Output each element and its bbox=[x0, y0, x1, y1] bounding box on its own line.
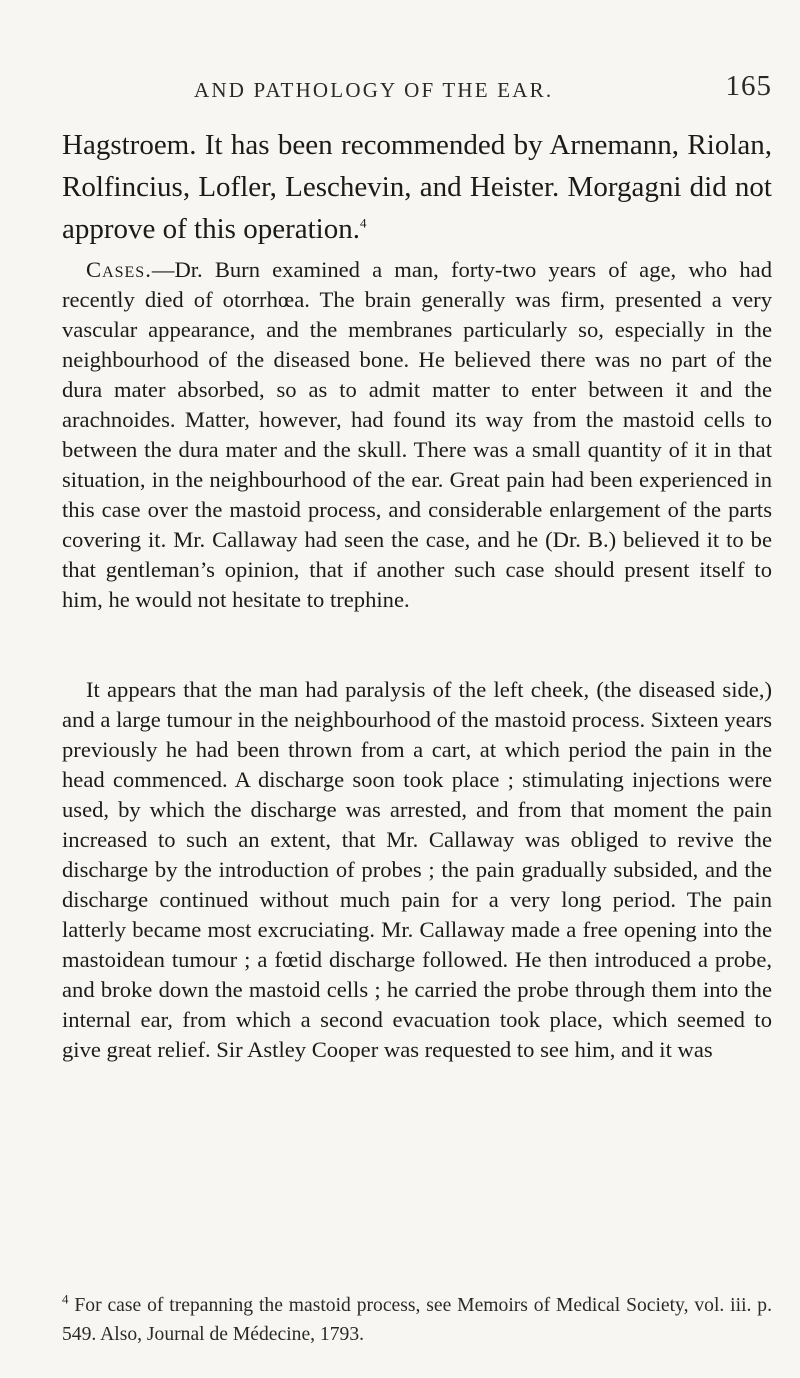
footnote-text: For case of trepanning the mastoid process, see Memoirs of Medical Society, vol. iii. p. 549. Also, Journal de Médecine, 1793. bbox=[62, 1294, 772, 1345]
paragraph-text: —Dr. Burn examined a man, forty-two years of age, who had recently died of otorrhœa. The brain generally was firm, presented a very vascular appearance, and the membranes particularly so, especially in the neighbourhood of the diseased bone. He believed there was no part of the dura mater absorbed, so as to admit matter to enter between it and the arachnoides. Matter, however, had found its way from the mastoid cells to between the dura mater and the skull. There was a small quantity of it in that situation, in the neighbourhood of the ear. Great pain had been experienced in this case over the mastoid process, and considerable enlargement of the parts covering it. Mr. Callaway had seen the case, and he (Dr. B.) believed it to be that gentleman’s opinion, that if another such case should present itself to him, he would not hesitate to trephine. bbox=[62, 257, 772, 612]
paragraph-cases bbox=[62, 255, 772, 615]
footnote-reference: 4 bbox=[359, 215, 367, 231]
page-number: 165 bbox=[725, 70, 772, 102]
footnote-marker: 4 bbox=[62, 1291, 69, 1307]
paragraph-text: Hagstroem. It has been recommended by Arnemann, Riolan, Rolfincius, Lofler, Leschevin, and Heister. Morgagni did not approve of this operation. bbox=[62, 129, 772, 245]
paragraph-case-history bbox=[62, 675, 772, 1065]
section-lead-cases: Cases. bbox=[86, 257, 152, 282]
footnote bbox=[62, 1291, 772, 1349]
paragraph-text: It appears that the man had paralysis of the left cheek, (the diseased side,) and a large tumour in the neighbourhood of the mastoid process. Sixteen years previously he had been thrown from a cart, at which period the pain in the head commenced. A discharge soon took place ; stimulating injections were used, by which the discharge was arrested, and from that moment the pain increased to such an extent, that Mr. Callaway was obliged to revive the discharge by the introduction of probes ; the pain gradually subsided, and the discharge continued without much pain for a very long period. The pain latterly became most excruciating. Mr. Callaway made a free opening into the mastoidean tumour ; a fœtid discharge followed. He then introduced a probe, and broke down the mastoid cells ; he carried the probe through them into the internal ear, from which a second evacuation took place, which seemed to give great relief. Sir Astley Cooper was requested to see him, and it was bbox=[62, 677, 772, 1062]
page-header bbox=[62, 70, 772, 110]
running-head: AND PATHOLOGY OF THE EAR. bbox=[194, 78, 554, 102]
paragraph-operation-opinions bbox=[62, 124, 772, 250]
